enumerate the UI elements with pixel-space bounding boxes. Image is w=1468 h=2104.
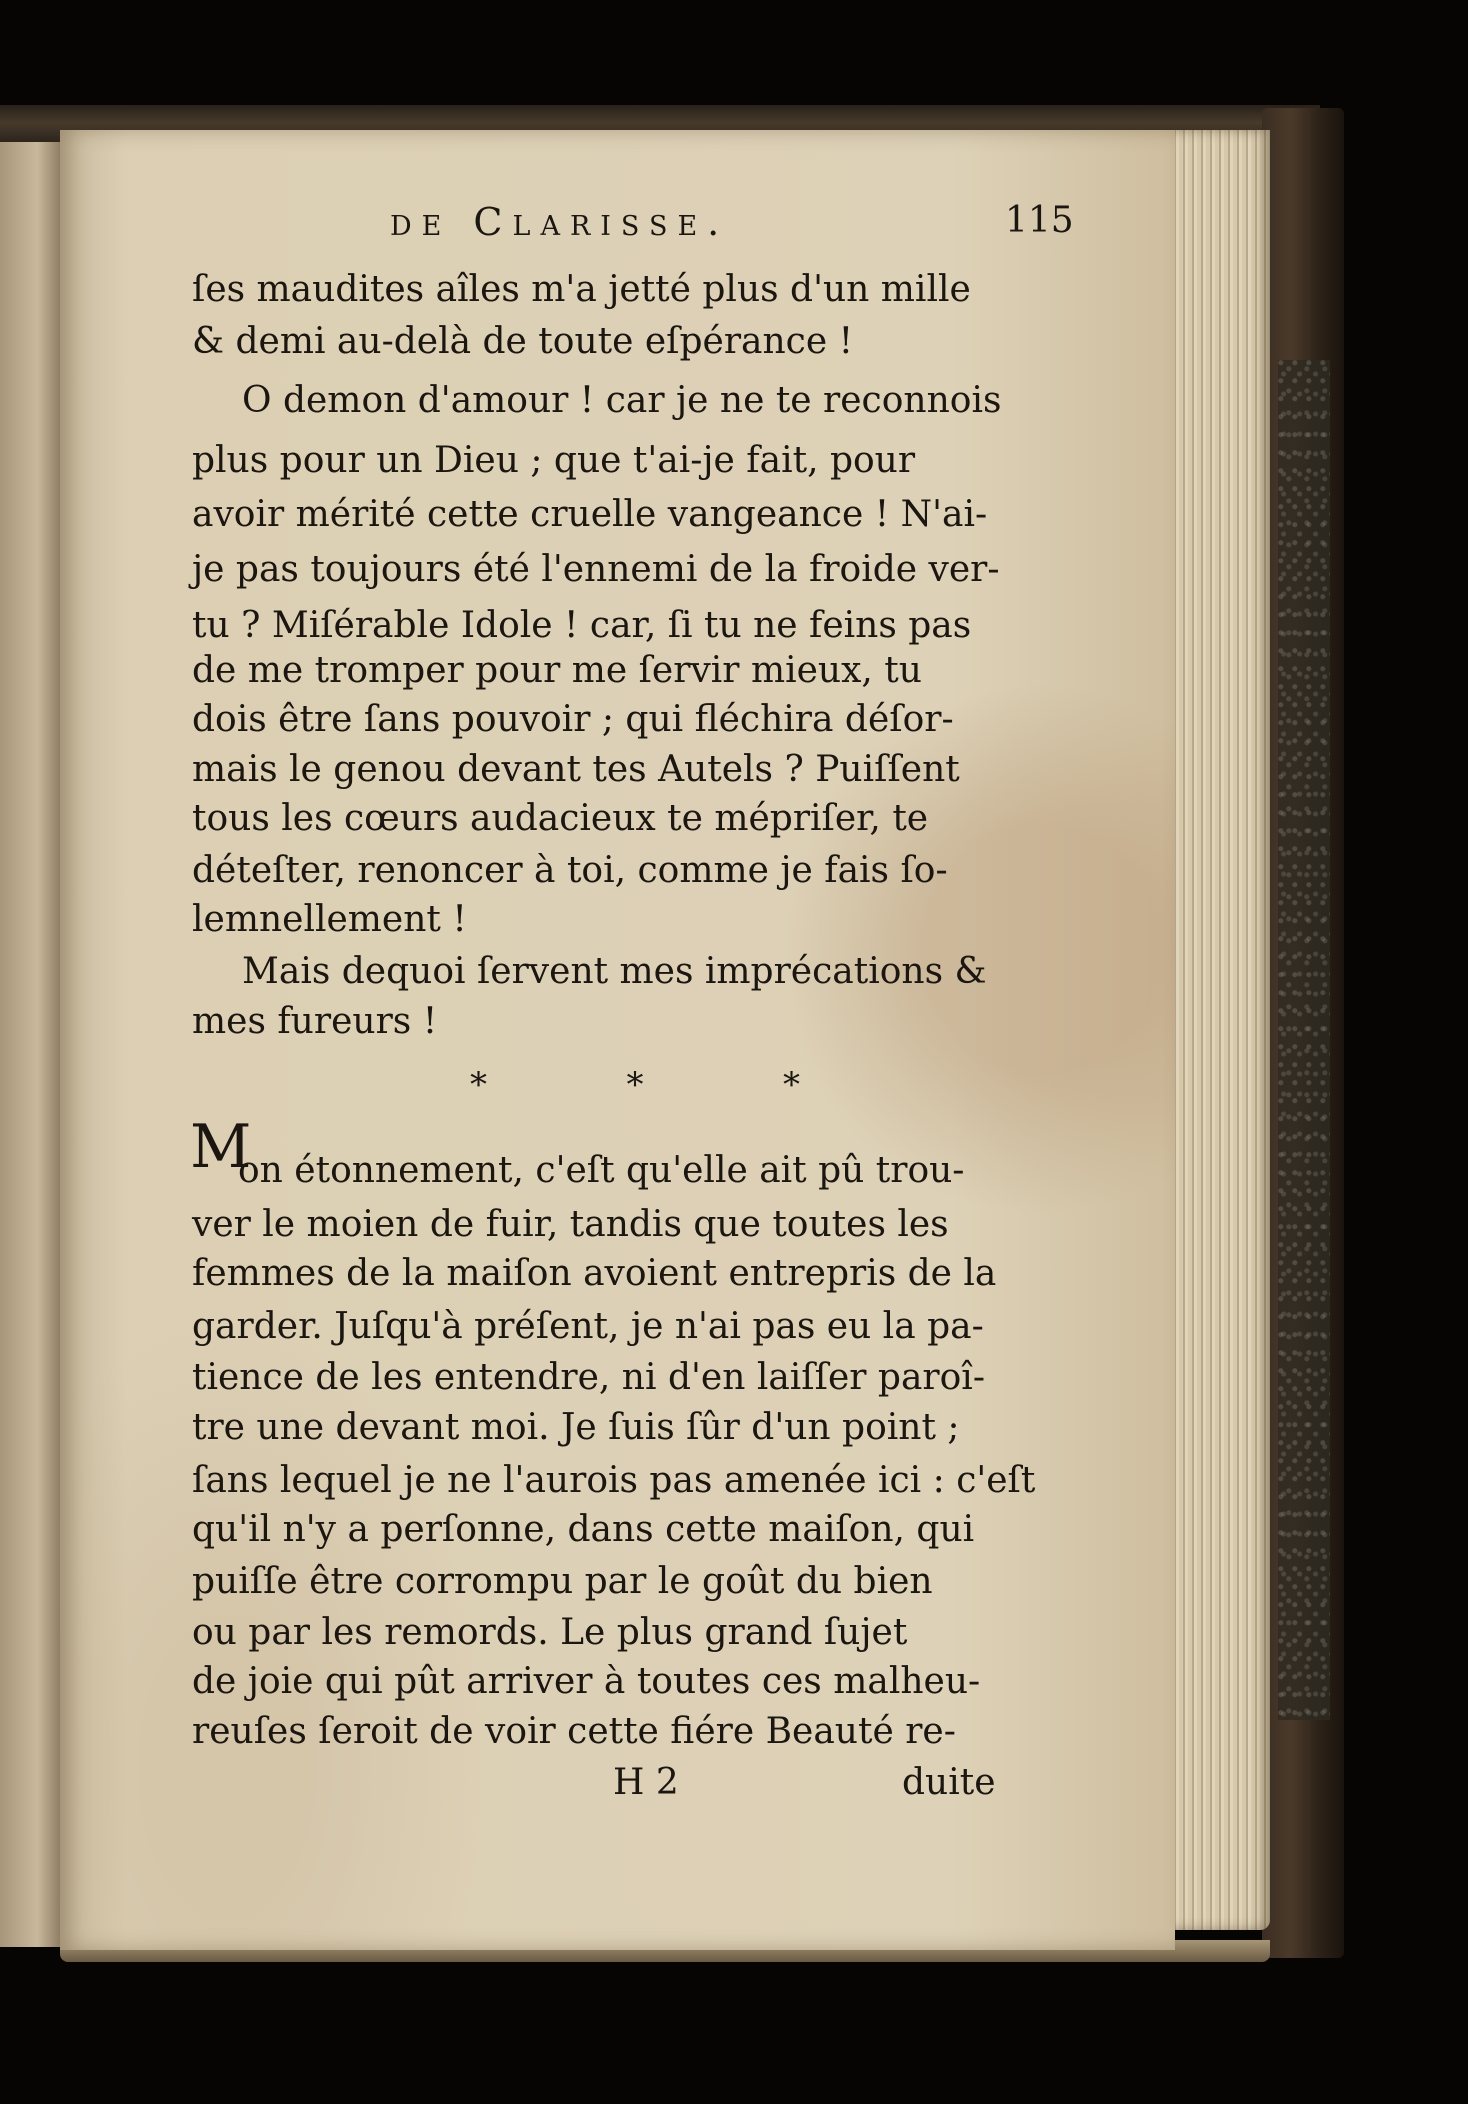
signature-mark: H 2 (613, 1762, 679, 1803)
asterisk: * (783, 1065, 800, 1105)
text-line: plus pour un Dieu ; que t'ai-je fait, pour (192, 440, 916, 481)
page-number: 115 (1005, 200, 1074, 241)
asterisk: * (626, 1065, 644, 1105)
text-line: mes fureurs ! (192, 1001, 438, 1042)
running-head-title: de Clarisse. (390, 200, 730, 244)
text-line: puiſſe être corrompu par le goût du bien (192, 1561, 933, 1602)
text-line: qu'il n'y a perſonne, dans cette maiſon, qui (192, 1509, 975, 1550)
catchword: duite (902, 1762, 996, 1803)
left-page-edge (0, 142, 62, 1947)
text-line: ſes maudites aîles m'a jetté plus d'un mille (192, 269, 971, 310)
text-line: O demon d'amour ! car je ne te reconnois (242, 380, 1002, 421)
page-block-edge (1170, 130, 1270, 1930)
asterisk: * (470, 1065, 487, 1105)
text-line: & demi au-delà de toute eſpérance ! (192, 321, 854, 362)
text-line: femmes de la maiſon avoient entrepris de la (192, 1253, 997, 1294)
text-line: avoir mérité cette cruelle vangeance ! N'ai- (192, 494, 988, 535)
text-line: lemnellement ! (192, 899, 467, 940)
drop-cap: M (190, 1112, 252, 1182)
text-line: je pas toujours été l'ennemi de la froide ver- (192, 549, 1000, 590)
running-head (60, 200, 1175, 250)
text-line: déteſter, renoncer à toi, comme je fais ſo- (192, 850, 948, 891)
text-line: reuſes ſeroit de voir cette fiére Beauté re- (192, 1711, 956, 1752)
text-line: de me tromper pour me ſervir mieux, tu (192, 650, 922, 691)
text-line: tre une devant moi. Je ſuis ſûr d'un point ; (192, 1407, 960, 1448)
text-line: Mais dequoi ſervent mes imprécations & (242, 951, 987, 992)
binding-marbling (1278, 360, 1330, 1720)
text-line: dois être ſans pouvoir ; qui fléchira déſor- (192, 699, 954, 740)
text-line: tu ? Miſérable Idole ! car, ſi tu ne feins pas (192, 605, 972, 646)
text-line: tience de les entendre, ni d'en laiſſer paroî- (192, 1357, 985, 1398)
text-line: on étonnement, c'eſt qu'elle ait pû trou- (238, 1150, 965, 1191)
text-line: garder. Juſqu'à préſent, je n'ai pas eu la pa- (192, 1306, 984, 1347)
text-line: ver le moien de fuir, tandis que toutes les (192, 1204, 949, 1245)
section-separator (470, 1065, 800, 1115)
text-line: tous les cœurs audacieux te mépriſer, te (192, 798, 929, 839)
text-line: mais le genou devant tes Autels ? Puiſſent (192, 749, 960, 790)
text-line: ou par les remords. Le plus grand ſujet (192, 1612, 908, 1653)
text-line: ſans lequel je ne l'aurois pas amenée ici : c'eſt (192, 1460, 1036, 1501)
text-line: de joie qui pût arriver à toutes ces malheu- (192, 1661, 981, 1702)
